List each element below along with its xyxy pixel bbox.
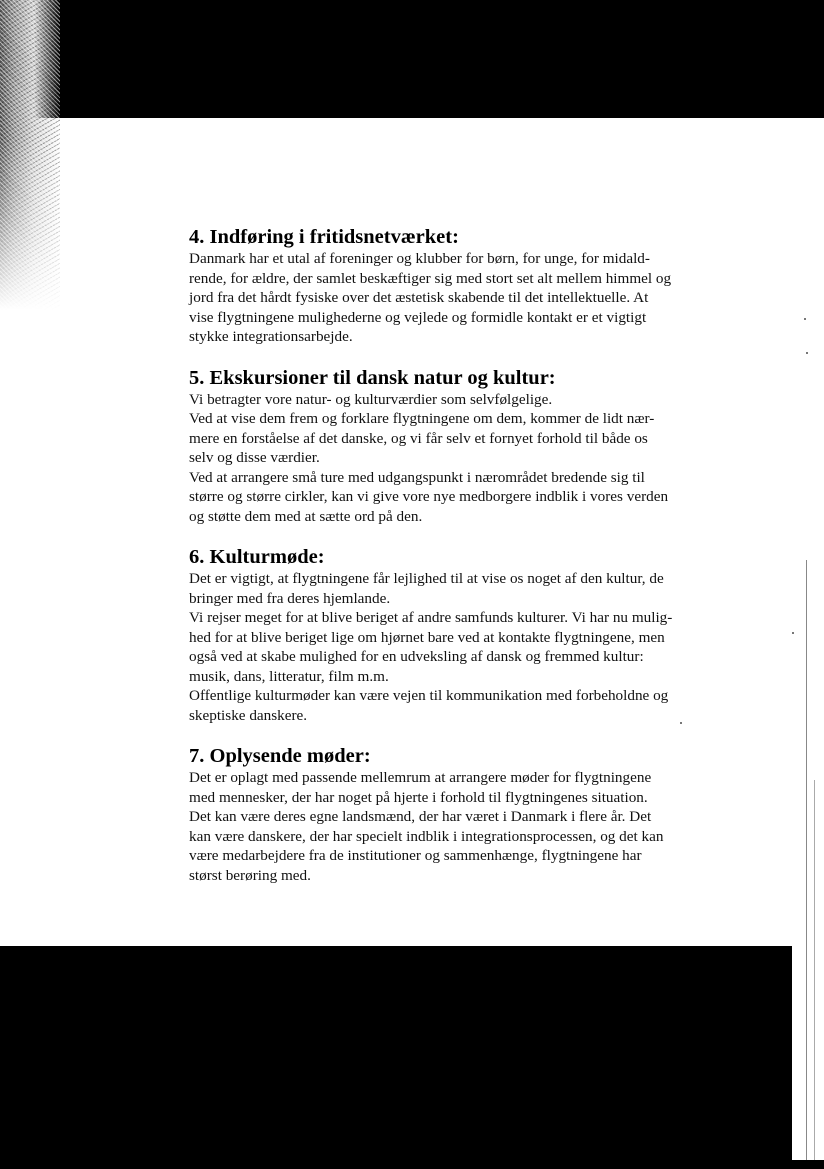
section-text xyxy=(189,249,729,347)
scan-edge-noise xyxy=(0,0,60,310)
text-line: vise flygtningene mulighederne og vejlede og formidle kontakt er et vigtigt xyxy=(189,308,647,326)
text-line: hed for at blive beriget lige om hjørnet bare ved at kontakte flygtningene, men xyxy=(189,628,665,646)
scan-speck xyxy=(804,318,806,320)
text-line: Vi rejser meget for at blive beriget af andre samfunds kulturer. Vi har nu mulig- xyxy=(189,609,673,626)
text-line: med mennesker, der har noget på hjerte i forhold til flygtningenes situation. xyxy=(189,788,648,806)
section-kulturmoede xyxy=(189,546,729,725)
section-text xyxy=(189,569,729,725)
text-line: jord fra det hårdt fysiske over det æstetisk skabende til det intellektuelle. At xyxy=(189,289,649,306)
section-ekskursioner xyxy=(189,367,729,527)
text-line: mere en forståelse af det danske, og vi får selv et fornyet forhold til både os xyxy=(189,429,648,447)
scan-border-bottom xyxy=(0,946,792,1169)
text-line: stykke integrationsarbejde. xyxy=(189,328,353,345)
text-line: Ved at arrangere små ture med udgangspunkt i nærområdet bredende sig til xyxy=(189,468,645,486)
section-heading: 5. Ekskursioner til dansk natur og kultur: xyxy=(189,366,556,389)
scan-speck xyxy=(806,352,808,354)
text-line: være medarbejdere fra de institutioner og sammenhænge, flygtningene har xyxy=(189,847,642,864)
text-line: Offentlige kulturmøder kan være vejen til kommunikation med forbeholdne og xyxy=(189,687,669,704)
section-heading: 4. Indføring i fritidsnetværket: xyxy=(189,226,459,248)
text-line: Det er vigtigt, at flygtningene får lejlighed til at vise os noget af den kultur, de xyxy=(189,570,664,587)
section-heading: 7. Oplysende møder: xyxy=(189,745,371,767)
text-line: og støtte dem med at sætte ord på den. xyxy=(189,507,423,525)
text-line: Ved at vise dem frem og forklare flygtningene om dem, kommer de lidt nær- xyxy=(189,410,655,427)
text-line: kan være danskere, der har specielt indblik i integrationsprocessen, og det kan xyxy=(189,827,664,845)
scan-edge-line xyxy=(806,560,807,1160)
text-line: også ved at skabe mulighed for en udveksling af dansk og fremmed kultur: xyxy=(189,648,644,665)
scan-border-top xyxy=(0,0,824,118)
section-oplysende-moeder xyxy=(189,745,729,885)
text-line: Det kan være deres egne landsmænd, der har været i Danmark i flere år. Det xyxy=(189,808,652,825)
scan-border-bottom-strip xyxy=(0,1160,824,1169)
text-line: størst berøring med. xyxy=(189,866,311,884)
text-line: Danmark har et utal af foreninger og klubber for børn, for unge, for midald- xyxy=(189,250,650,267)
scan-edge-line xyxy=(814,780,815,1160)
text-line: bringer med fra deres hjemlande. xyxy=(189,589,391,607)
section-text xyxy=(189,390,729,527)
text-line: musik, dans, litteratur, film m.m. xyxy=(189,667,389,685)
text-line: skeptiske danskere. xyxy=(189,706,308,724)
section-text xyxy=(189,768,729,885)
text-line: selv og disse værdier. xyxy=(189,449,320,466)
scan-speck xyxy=(792,632,794,634)
text-line: større og større cirkler, kan vi give vore nye medborgere indblik i vores verden xyxy=(189,488,669,505)
document-body xyxy=(189,226,729,905)
text-line: Vi betragter vore natur- og kulturværdier som selvfølgelige. xyxy=(189,390,553,408)
text-line: Det er oplagt med passende mellemrum at arrangere møder for flygtningene xyxy=(189,769,652,786)
section-heading: 6. Kulturmøde: xyxy=(189,546,325,568)
section-fritidsnetvaerket xyxy=(189,226,729,347)
text-line: rende, for ældre, der samlet beskæftiger sig med stort set alt mellem himmel og xyxy=(189,269,672,287)
